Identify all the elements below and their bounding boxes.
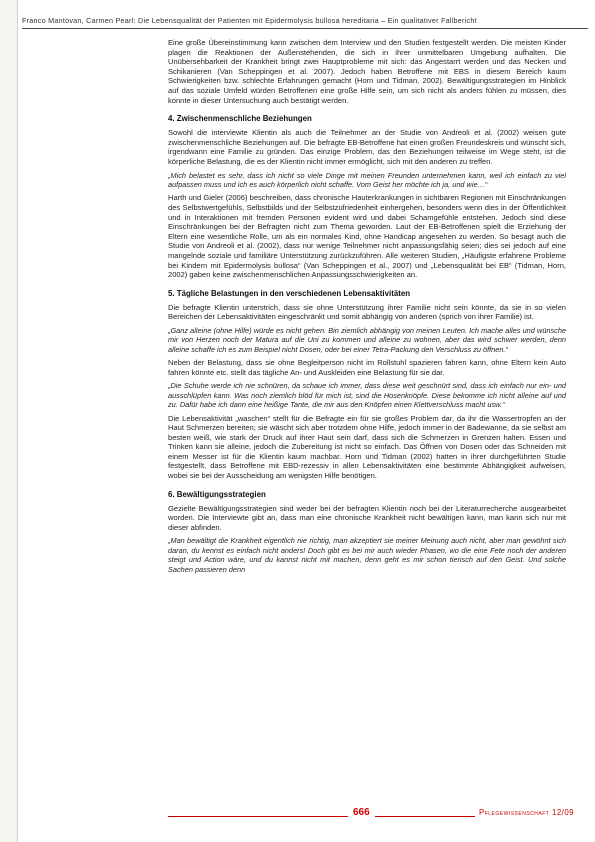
paragraph: Sowohl die interviewte Klientin als auch die Teilnehmer an der Studie von Andreoli et al. (2002) weisen gute zwischenmenschliche Beziehungen auf. Die befragte EB-Betroffene hat einen großen Freundeskreis und wünscht sich, irgendwann eine Familie zu gründen. Das einzige Problem, das den Beziehungen teilweise im Wege steht, ist die körperliche Belastung, die es der Klientin nicht immer ermöglicht, sich mit den anderen zu treffen. xyxy=(168,128,566,166)
header-rule xyxy=(22,28,588,29)
interview-quote: „Die Schuhe werde ich nie schnüren, da schaue ich immer, dass diese weit geschnürt sind, dass ich einfach nur ein- und ausschlüpfen kann. Was noch ziemlich blöd für mich ist, sind die Hosenknöpfe. Diese bekomme ich nicht alleine auf und zu. Dafür habe ich dann eine heißige Tante, die mir aus den Knöpfen einen Klettverschluss macht usw.“ xyxy=(168,381,566,410)
interview-quote: „Ganz alleine (ohne Hilfe) würde es nicht gehen. Bin ziemlich abhängig von meinen Leuten. Ich mache alles und wünsche mir von Herzen noch der Matura auf die Uni zu kommen und alleine zu wohnen, aber das wird schwer werden, denn alleine schaffe ich es zum Beispiel nicht Dosen, oder bei einer Tetra-Packung den Verschluss zu öffnen.“ xyxy=(168,325,566,354)
paragraph: Die befragte Klientin unterstrich, dass sie ohne Unterstützung ihrer Familie nicht sein könnte, da sie in so vielen Bereichen der Lebensaktivitäten eingeschränkt und somit abhängig von anderen (sprich von ihrer Familie) ist. xyxy=(168,302,566,322)
section-heading-5: 5. Tägliche Belastungen in den verschiedenen Lebensaktivitäten xyxy=(168,288,411,298)
paragraph: Neben der Belastung, dass sie ohne Begleitperson nicht im Rollstuhl spazieren fahren kann, ohne Eltern kein Auto fahren könnte etc. stellt das tägliche An- und Auskleiden eine Belastung für sie dar. xyxy=(168,358,566,377)
paragraph: Die Lebensaktivität „waschen“ stellt für die Befragte ein für sie großes Problem dar, da ihr die Wassertropfen an der Haut Schmerzen bereiten; sie wäscht sich aber trotzdem ohne Hilfe, jedoch immer in der Badewanne, da sie selbst am besten weiß, wie stark der Druck auf ihrer Haut sein darf, dass sich die Schmerzen in Grenzen halten. Essen und Trinken kann sie alleine, jedoch die Zubereitung ist nicht so einfach. Das Öffnen von Dosen oder das Schneiden mit einem Messer ist für die Klientin kaum machbar. Horn und Tidman (2002) hatten in ihrer durchgeführten Studie festgestellt, dass Betroffene mit EBD-rezessiv in allen Lebensaktivitäten eine bestimmte Abhängigkeit aufweisen, wobei sie bei der Ausscheidung am wenigsten Hilfe benötigen. xyxy=(168,413,566,481)
article-body xyxy=(168,38,566,813)
interview-quote: „Man bewältigt die Krankheit eigentlich nie richtig, man akzeptiert sie meiner Meinung auch nicht, aber man gewöhnt sich daran, du kennst es einfach nicht anders! Doch gibt es bei mir auch wieder Phasen, wo die eine Fete noch der anderen steigt und Action wäre, und du kannst nicht mit machen, denn geht es mir schon tierisch auf den Geist. Und solche Sachen passieren denn xyxy=(168,536,566,574)
paragraph: Gezielte Bewältigungsstrategien sind weder bei der befragten Klientin noch bei der Literaturrecherche ausgearbeitet worden. Die Interviewte gibt an, dass man eine chronische Krankheit nicht bewältigen kann, man kann sich nur mit dieser abfinden. xyxy=(168,503,566,532)
intro-paragraph: Eine große Übereinstimmung kann zwischen dem Interview und den Studien festgestellt werden. Die meisten Kinder plagen die Reaktionen der Außenstehenden, die sich in ihrer unmittelbaren Umgebung aufhalten. Die Unübersehbarkeit der Krankheit bringt zwei Hauptprobleme mit sich: das Angestarrt werden und das Necken und Schikanieren (Van Scheppingen et al. 2007). Jedoch haben Betroffene mit EBS in diesem Bereich kaum Schwierigkeiten bzw. schlechte Erfahrungen gemacht (Horn und Tidman, 2002). Bewältigungsstrategien im Hinblick auf das soziale Umfeld würden Betroffenen eine große Hilfe sein, um sich nicht als anders fühlen zu müssen, dies konnte in dieser Untersuchung auch bestätigt werden. xyxy=(168,38,566,105)
running-header: Franco Mantovan, Carmen Pearl: Die Lebensqualität der Patienten mit Epidermolysis bullosa hereditaria – Ein qualitativer Fallbericht xyxy=(22,16,477,25)
section-heading-6: 6. Bewältigungsstrategien xyxy=(168,489,266,499)
left-margin-line xyxy=(17,0,18,842)
page-number: 666 xyxy=(348,806,375,819)
section-heading-4: 4. Zwischenmenschliche Beziehungen xyxy=(168,114,312,124)
left-margin-strip xyxy=(0,0,18,842)
paragraph: Harth und Gieler (2006) beschreiben, dass chronische Hauterkrankungen in sichtbaren Regionen mit Einschränkungen des Selbstwertgefühls, Selbstbilds und der Selbstzufriedenheit einhergehen, besonders wenn dies in der Öffentlichkeit und in Interaktionen mit fremden Personen evident wird und dabei Schamgefühle entstehen. Jedoch sind diese Einschränkungen bei der Befragten nicht zum Thema geworden. Laut der EB-Betroffenen spielt die Erziehung der Eltern eine wesentliche Rolle, um als ein normales Kind, ohne Handicap angesehen zu werden. So besagt auch die Studie von Andreoli et al. (2002), dass nur wenige Teilnehmer nicht anpassungsfähig seien; dies sei jedoch auf eine mangelnde soziale und familiäre Unterstützung zurückzuführen. Alle weiteren Studien, „Häufigste erfahrene Probleme bei Kindern mit Epidermolysis bullosa“ (Van Scheppingen et al., 2007) und „Lebensqualität bei EB“ (Tidman, Horn, 2002) gaben keine zwischenmenschlichen Anpassungsschwierigkeiten an. xyxy=(168,193,566,280)
journal-name: Pflegewissenschaft 12/09 xyxy=(475,808,574,817)
interview-quote: „Mich belastet es sehr, dass ich nicht so viele Dinge mit meinen Freunden unternehmen kann, weil ich einfach zu viel aufpassen muss und ich es auch körperlich nicht schaffe. Vom Geist her möchte ich ja, und wie…“ xyxy=(168,170,566,189)
